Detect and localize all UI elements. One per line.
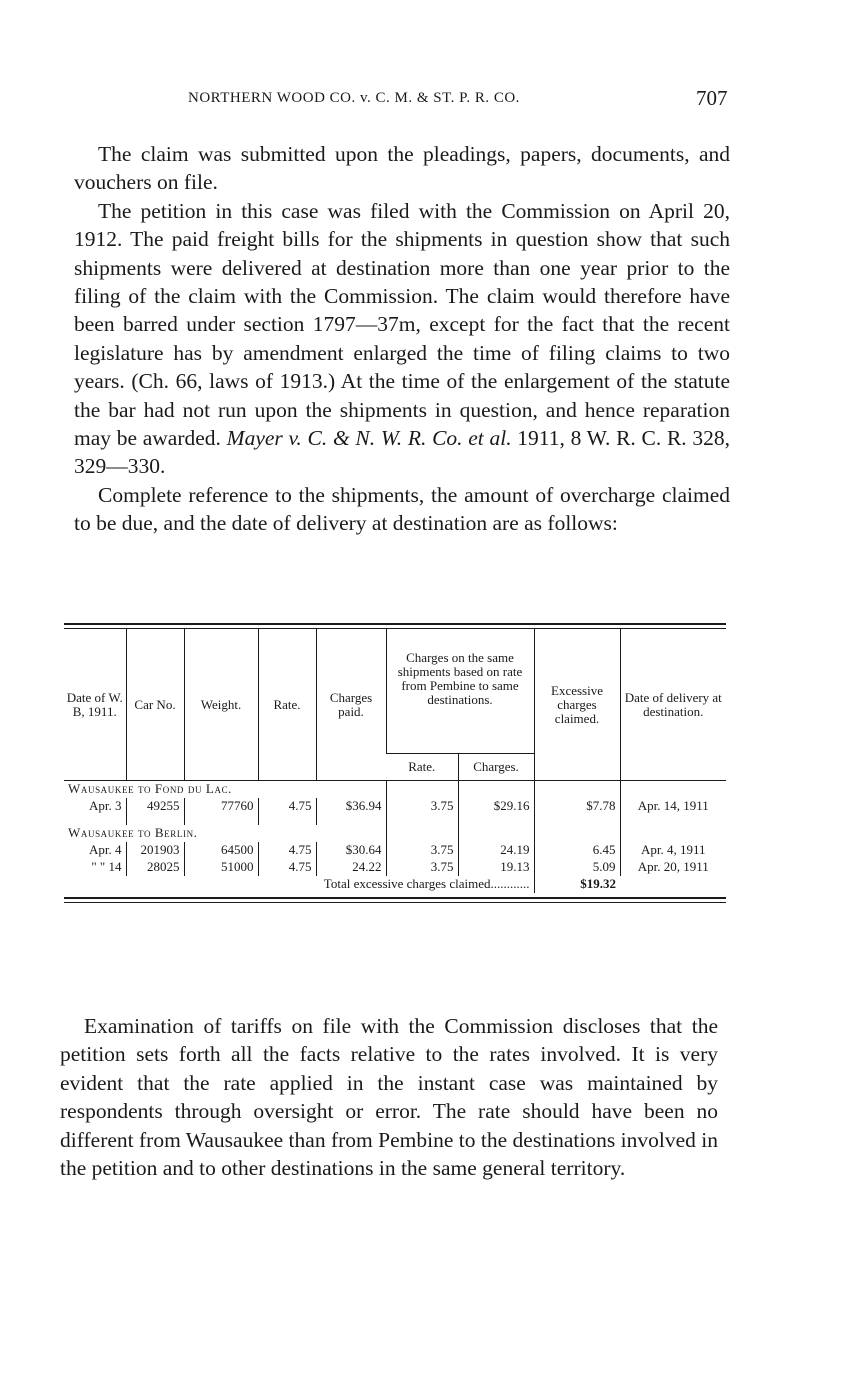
cell-car: 49255 [126, 798, 184, 815]
petition-text: The petition in this case was filed with the Commission on April 20, 1912. The paid freight bills for the shipments in question show that such shipments were delivered at destination more than one year prior to the filing of the claim with the Commission. The claim would therefore have been barred under section 1797—37m, except for the fact that the recent legislature has by amendment enlarged the time of filing claims to two years. (Ch. 66, laws of 1913.) At the time of the enlargement of the statute the bar had not run upon the shipments in question, and hence reparation may be awarded. [74, 198, 730, 451]
cell-car: 201903 [126, 842, 184, 859]
paragraph-examination: Examination of tariffs on file with the Commission discloses that the petition sets forth all the facts relative to the rates involved. It is very evident that the rate applied in the instant case was maintained by respondents through oversight or error. The rate should have been no different from Wausaukee than from Pembine to the destinations involved in the petition and to other destinations in the same general territory. [60, 1014, 718, 1181]
total-value: $19.32 [534, 876, 620, 893]
cell-rate: 4.75 [258, 842, 316, 859]
header-excessive-charges: Excessive charges claimed. [534, 629, 620, 781]
cell-pembine-rate: 3.75 [386, 859, 458, 876]
table-row [64, 859, 726, 876]
cell-excessive: $7.78 [534, 798, 620, 815]
cell-pembine-charges: 19.13 [458, 859, 534, 876]
cell-pembine-rate: 3.75 [386, 798, 458, 815]
header-pembine-rate: Rate. [408, 759, 436, 774]
cell-car: 28025 [126, 859, 184, 876]
paragraph-petition [74, 197, 730, 481]
cell-pembine-charges: $29.16 [458, 798, 534, 815]
paragraph-claim-submitted: The claim was submitted upon the pleadings, papers, documents, and vouchers on file. [74, 142, 730, 195]
table-row [64, 798, 726, 815]
cell-rate: 4.75 [258, 798, 316, 815]
cell-pembine-charges: 24.19 [458, 842, 534, 859]
paragraph-complete-reference: Complete reference to the shipments, the amount of overcharge claimed to be due, and the date of delivery at destination are as follows: [74, 482, 730, 536]
total-row [64, 876, 726, 893]
total-label: Total excessive charges claimed............ [323, 876, 530, 891]
table-row [64, 842, 726, 859]
cell-weight: 77760 [184, 798, 258, 815]
cell-charges-paid: 24.22 [316, 859, 386, 876]
page-number: 707 [696, 86, 728, 110]
header-delivery-date: Date of delivery at destination. [620, 629, 726, 781]
section-title-berlin: Wausaukee to Berlin. [68, 825, 198, 840]
page-header [0, 88, 867, 118]
cell-date: Apr. 4 [89, 842, 122, 857]
header-charges-paid: Charges paid. [316, 629, 386, 781]
cell-pembine-rate: 3.75 [386, 842, 458, 859]
shipments-table [64, 623, 726, 903]
header-weight: Weight. [184, 629, 258, 781]
body-text-top [74, 140, 730, 538]
cell-rate: 4.75 [258, 859, 316, 876]
cell-delivery: Apr. 4, 1911 [620, 842, 726, 859]
running-head: NORTHERN WOOD CO. v. C. M. & ST. P. R. CO. [188, 90, 520, 106]
cell-weight: 51000 [184, 859, 258, 876]
cell-delivery: Apr. 14, 1911 [620, 798, 726, 815]
cell-charges-paid: $36.94 [316, 798, 386, 815]
cell-excessive: 6.45 [534, 842, 620, 859]
cell-excessive: 5.09 [534, 859, 620, 876]
section-title-fond-du-lac: Wausaukee to Fond du Lac. [68, 781, 233, 796]
header-pembine-group: Charges on the same shipments based on rate from Pembine to same destinations. [386, 629, 534, 754]
header-rate: Rate. [258, 629, 316, 781]
citation-reference: 1911, 8 W. R. C. R. 328, 329—330. [74, 426, 731, 479]
citation-case-name: Mayer v. C. & N. W. R. Co. et al. [226, 426, 512, 451]
cell-charges-paid: $30.64 [316, 842, 386, 859]
cell-weight: 64500 [184, 842, 258, 859]
cell-date: " " 14 [91, 859, 122, 874]
header-pembine-charges: Charges. [458, 754, 534, 781]
table-bottom-rule [64, 897, 726, 903]
cell-delivery: Apr. 20, 1911 [620, 859, 726, 876]
body-text-bottom [60, 1012, 718, 1182]
header-car-no: Car No. [126, 629, 184, 781]
cell-date: Apr. 3 [89, 798, 122, 813]
header-date: Date of W. B, 1911. [66, 689, 123, 719]
